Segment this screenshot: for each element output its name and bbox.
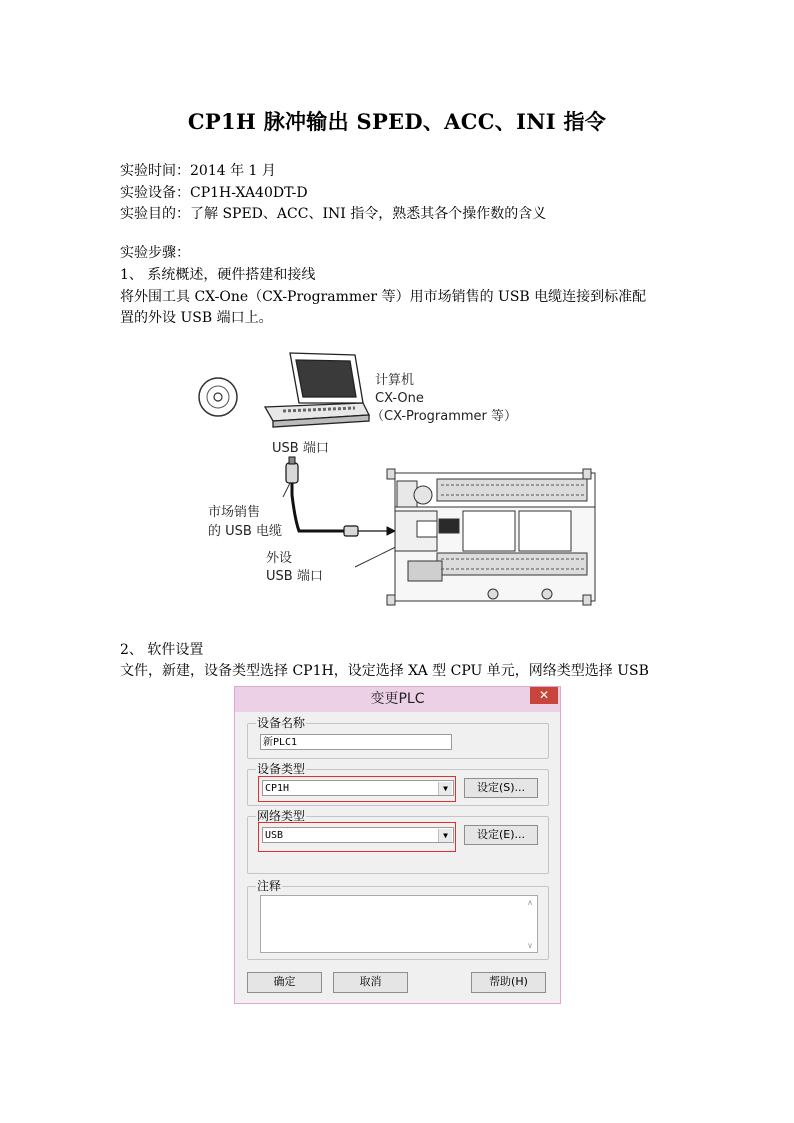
network-type-select[interactable] bbox=[262, 827, 454, 843]
device-type-value: CP1H bbox=[265, 783, 290, 794]
device-type-settings-button[interactable]: 设定(S)... bbox=[464, 778, 538, 798]
label-computer: 计算机 bbox=[375, 373, 415, 388]
network-type-value: USB bbox=[265, 830, 284, 841]
label-peripheral: 外设 bbox=[266, 551, 293, 566]
plc-unit-illustration bbox=[387, 469, 595, 605]
step2-text: 文件，新建，设备类型选择 CP1H，设定选择 XA 型 CPU 单元，网络类型选择 USB bbox=[120, 663, 649, 679]
dialog-title: 变更PLC bbox=[235, 687, 560, 712]
label-cx-one: CX-One bbox=[375, 391, 424, 406]
ok-button[interactable]: 确定 bbox=[247, 972, 322, 993]
step1-text-line2: 置的外设 USB 端口上。 bbox=[120, 310, 273, 326]
comment-group bbox=[247, 879, 549, 960]
device-name-field[interactable]: 新PLC1 bbox=[260, 734, 452, 750]
network-type-group bbox=[247, 809, 549, 874]
connection-diagram bbox=[195, 345, 605, 613]
device-name-label: 设备名称 bbox=[257, 716, 306, 730]
cancel-button[interactable]: 取消 bbox=[333, 972, 408, 993]
label-cable-line2: 的 USB 电缆 bbox=[208, 524, 282, 539]
chevron-down-icon[interactable]: ▼ bbox=[438, 829, 452, 842]
scroll-down-icon[interactable]: ∨ bbox=[527, 941, 533, 950]
cd-icon bbox=[199, 378, 237, 416]
device-type-group bbox=[247, 762, 549, 806]
steps-heading: 实验步骤： bbox=[120, 245, 190, 261]
comment-textarea[interactable] bbox=[260, 895, 538, 953]
step1-heading: 1、 系统概述，硬件搭建和接线 bbox=[120, 267, 316, 283]
label-usb-port: USB 端口 bbox=[272, 441, 329, 456]
device-name-group bbox=[247, 716, 549, 759]
label-peripheral-usb-port: USB 端口 bbox=[266, 569, 323, 584]
change-plc-dialog bbox=[234, 686, 561, 1004]
experiment-time: 实验时间：2014 年 1 月 bbox=[120, 163, 276, 179]
network-type-label: 网络类型 bbox=[257, 809, 306, 823]
label-cable-line1: 市场销售 bbox=[208, 505, 261, 520]
usb-cable bbox=[286, 457, 395, 536]
laptop-icon bbox=[265, 353, 369, 427]
network-type-settings-button[interactable]: 设定(E)... bbox=[464, 825, 538, 845]
help-button[interactable]: 帮助(H) bbox=[471, 972, 546, 993]
step2-heading: 2、 软件设置 bbox=[120, 642, 204, 658]
label-cx-programmer: （CX-Programmer 等） bbox=[371, 409, 518, 424]
chevron-down-icon[interactable]: ▼ bbox=[438, 782, 452, 795]
step1-text-line1: 将外围工具 CX-One（CX-Programmer 等）用市场销售的 USB 电缆连接到标准配 bbox=[120, 289, 647, 305]
device-type-label: 设备类型 bbox=[257, 762, 306, 776]
experiment-purpose: 实验目的：了解 SPED、ACC、INI 指令，熟悉其各个操作数的含义 bbox=[120, 206, 547, 222]
scroll-up-icon[interactable]: ∧ bbox=[527, 898, 533, 907]
document-title: CP1H 脉冲输出 SPED、ACC、INI 指令 bbox=[187, 109, 607, 134]
comment-label: 注释 bbox=[257, 879, 282, 893]
close-icon[interactable]: ✕ bbox=[530, 687, 558, 704]
experiment-device: 实验设备：CP1H-XA40DT-D bbox=[120, 185, 308, 201]
device-type-select[interactable] bbox=[262, 780, 454, 796]
